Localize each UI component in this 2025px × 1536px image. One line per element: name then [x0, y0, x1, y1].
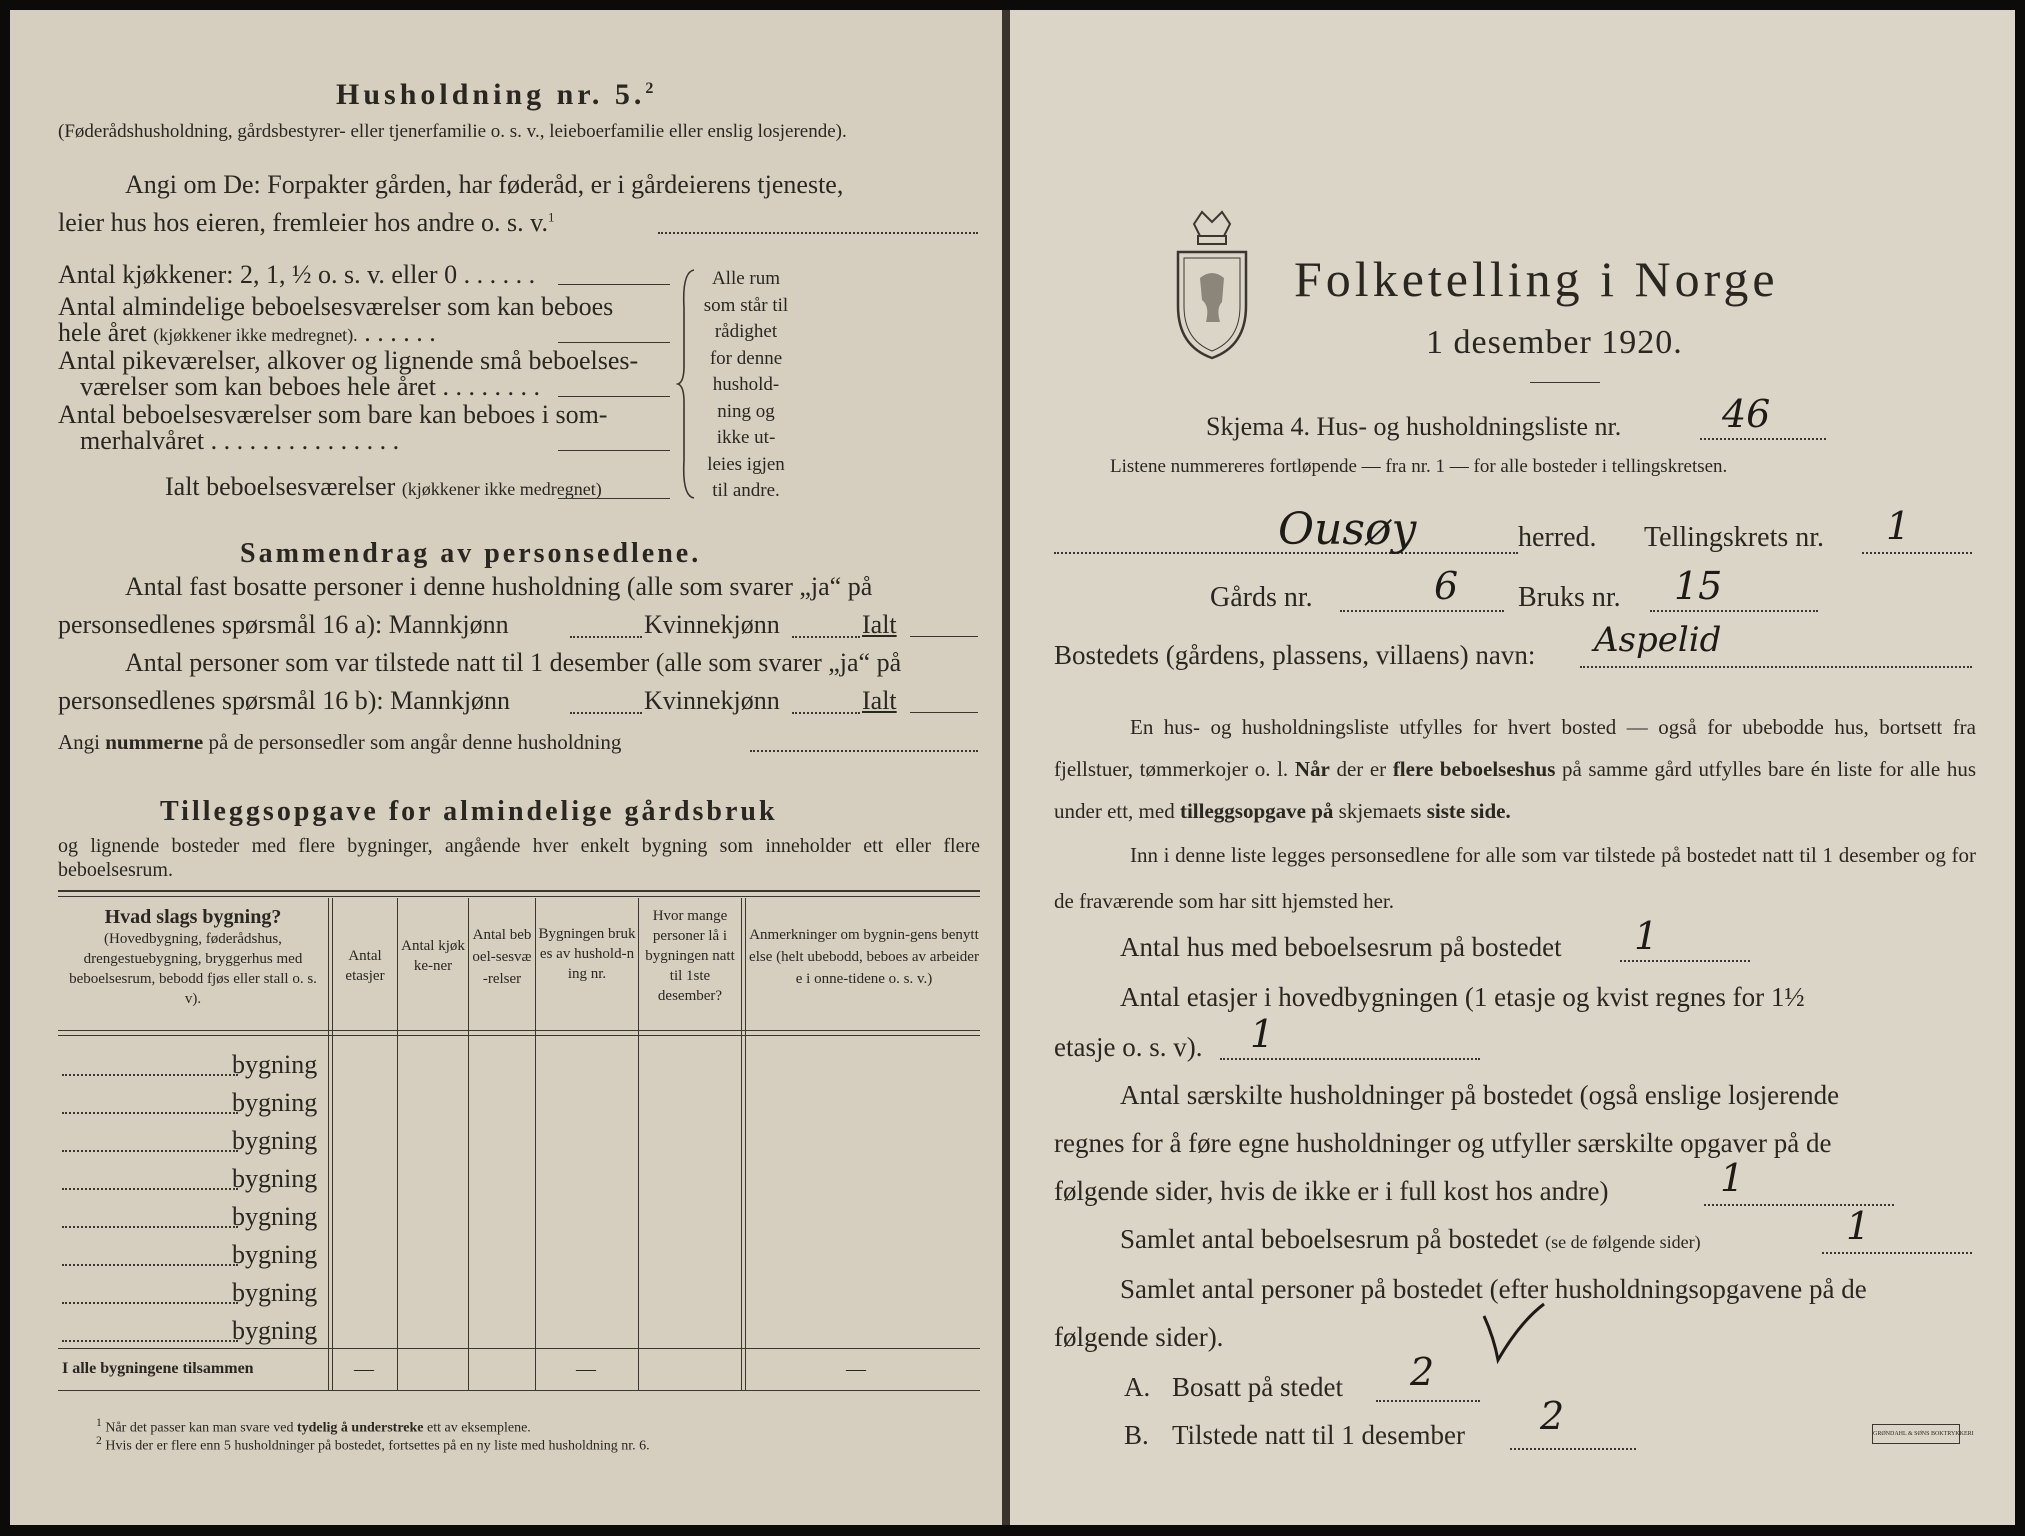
q-houses: Antal hus med beboelsesrum på bostedet	[1120, 932, 1562, 962]
gutter	[1002, 10, 1010, 1525]
total-row-label: I alle bygningene tilsammen	[62, 1360, 254, 1377]
b-total-label: Ialt	[862, 686, 897, 715]
bruks-value: 15	[1674, 564, 1723, 608]
summary-b-2: personsedlenes spørsmål 16 b): Mannkjønn	[58, 686, 511, 715]
rooms-summer-1: Antal beboelsesværelser som bare kan beboes i som-	[58, 400, 608, 429]
b-total-line[interactable]	[910, 712, 978, 713]
gards-label: Gårds nr.	[1210, 582, 1313, 613]
left-page	[10, 10, 1002, 1525]
q-persons-1: Samlet antal personer på bostedet (efter husholdningsopgavene på de	[1120, 1274, 1867, 1304]
footnote-1: $^1$ Når det passer kan man svare ved tydelig å understreke ett av eksemplene.	[96, 1416, 531, 1436]
instructions-1: En hus- og husholdningsliste utfylles for hvert bosted — også for ubebodde hus, bortsett fra fjellstuer, tømmerkojer o. l. Når der er flere beboelseshus på samme gård utfylles bare én liste for alle hus under ett, med tilleggsopgave på skjemaets siste side.	[1054, 715, 1977, 823]
a-male-line[interactable]	[570, 636, 642, 638]
col-divider	[468, 898, 469, 1390]
rooms-ordinary-1: Antal almindelige beboelsesværelser som kan beboes	[58, 292, 614, 321]
row-label: bygning	[232, 1316, 318, 1345]
q-rooms-line[interactable]	[1822, 1252, 1972, 1254]
right-page	[1010, 10, 2015, 1525]
title-rule	[1530, 382, 1600, 383]
a-female-label: Kvinnekjønn	[644, 610, 780, 639]
q-floors-value: 1	[1250, 1012, 1275, 1056]
col-divider	[332, 898, 333, 1390]
bosted-value: Aspelid	[1594, 620, 1722, 660]
angi-line-2: leier hus hos eieren, fremleier hos andre o. s. v.$^1$	[58, 208, 555, 237]
q-rooms: Samlet antal beboelsesrum på bostedet (se de følgende sider)	[1120, 1224, 1701, 1254]
q-households-1: Antal særskilte husholdninger på bostedet (også enslige losjerende	[1120, 1080, 1840, 1110]
col6-header: Hvor mange personer lå i bygningen natt til 1ste desember?	[645, 908, 735, 1004]
brace-icon	[676, 268, 698, 500]
col7-header: Anmerkninger om bygnin-gens benyttelse (helt ubebodd, beboes av arbeidere i onne-tidene o. s. v.)	[749, 927, 979, 987]
col3-header: Antal kjøkke-ner	[401, 938, 465, 974]
table-bottom-rule	[58, 1390, 980, 1391]
col2-header: Antal etasjer	[345, 948, 385, 984]
row-label: bygning	[232, 1240, 318, 1269]
col-divider	[741, 898, 742, 1390]
q-floors-1: Antal etasjer i hovedbygningen (1 etasje og kvist regnes for 1½	[1120, 982, 1805, 1012]
dash: —	[576, 1358, 596, 1380]
col-divider	[397, 898, 398, 1390]
krets-line[interactable]	[1862, 552, 1972, 554]
q-houses-line[interactable]	[1620, 960, 1750, 962]
q-floors-line[interactable]	[1220, 1058, 1480, 1060]
krets-value: 1	[1886, 504, 1911, 548]
table-top-rule-2	[58, 896, 980, 897]
q-a-value: 2	[1410, 1350, 1435, 1394]
table-header-rule	[58, 1030, 980, 1031]
table-top-rule	[58, 890, 980, 892]
summary-title: Sammendrag av personsedlene.	[240, 538, 702, 569]
bosted-line[interactable]	[1580, 666, 1972, 668]
numbers-answer-line[interactable]	[750, 750, 978, 752]
q-b-line[interactable]	[1510, 1448, 1636, 1450]
printer-stamp: GRØNDAHL & SØNS BOKTRYKKERI	[1872, 1424, 1960, 1444]
a-total-label: Ialt	[862, 610, 897, 639]
schema-label: Skjema 4. Hus- og husholdningsliste nr.	[1206, 412, 1622, 441]
form-date: 1 desember 1920.	[1426, 324, 1683, 361]
bruks-label: Bruks nr.	[1518, 582, 1621, 613]
q-a-line[interactable]	[1376, 1400, 1480, 1402]
herred-value: Ousøy	[1278, 504, 1417, 555]
herred-label: herred.	[1518, 522, 1597, 553]
col-divider	[745, 898, 746, 1390]
row-label: bygning	[232, 1164, 318, 1193]
summary-b-1: Antal personer som var tilstede natt til 1 desember (alle som svarer „ja“ på	[125, 648, 902, 677]
summary-a-1: Antal fast bosatte personer i denne husholdning (alle som svarer „ja“ på	[125, 572, 873, 601]
b-male-line[interactable]	[570, 712, 642, 714]
schema-nr-value: 46	[1722, 392, 1771, 436]
bosted-label: Bostedets (gårdens, plassens, villaens) navn:	[1054, 640, 1536, 670]
supplement-note: og lignende bosteder med flere bygninger, angående hver enkelt bygning som inneholder ett eller flere beboelsesrum.	[58, 835, 980, 881]
row-label: bygning	[232, 1126, 318, 1155]
household-note: (Føderådshusholdning, gårdsbestyrer- eller tjenerfamilie o. s. v., leieboerfamilie eller enslig losjerende).	[58, 121, 847, 142]
household-title: Husholdning nr. 5.$^2$	[336, 78, 658, 111]
q-houses-value: 1	[1634, 914, 1659, 958]
q-a: Bosatt på stedet	[1172, 1372, 1343, 1402]
q-b: Tilstede natt til 1 desember	[1172, 1420, 1465, 1450]
col4-header: Antal beboel-sesvæ-relser	[472, 927, 532, 987]
angi-answer-line[interactable]	[658, 232, 978, 234]
q-persons-2: følgende sider).	[1054, 1322, 1224, 1352]
dash: —	[354, 1358, 374, 1380]
col1-header: Hvad slags bygning? (Hovedbygning, føderådshus, drengestuebygning, bryggerhus med beboelsesrum, bebodd fjøs eller stall o. s. v).	[69, 906, 317, 1007]
q-households-value: 1	[1720, 1156, 1745, 1200]
rooms-summer-2: merhalvåret . . . . . . . . . . . . . . .	[80, 426, 400, 455]
col-divider	[638, 898, 639, 1390]
kitchens-answer-line[interactable]	[558, 284, 670, 285]
summer-answer-line[interactable]	[558, 450, 670, 451]
table-total-rule	[58, 1348, 980, 1349]
gards-value: 6	[1434, 564, 1459, 608]
col-divider	[328, 898, 329, 1390]
summary-a-2: personsedlenes spørsmål 16 a): Mannkjønn	[58, 610, 509, 639]
a-total-line[interactable]	[910, 636, 978, 637]
krets-label: Tellingskrets nr.	[1644, 522, 1825, 553]
coat-of-arms-icon	[1172, 206, 1252, 362]
row-label: bygning	[232, 1088, 318, 1117]
q-rooms-value: 1	[1846, 1204, 1871, 1248]
rooms-maids-2: værelser som kan beboes hele året . . . . . . . .	[80, 372, 540, 401]
gards-line[interactable]	[1340, 610, 1504, 612]
row-label: bygning	[232, 1050, 318, 1079]
b-female-label: Kvinnekjønn	[644, 686, 780, 715]
q-b-value: 2	[1540, 1394, 1565, 1438]
ordinary-answer-line[interactable]	[558, 342, 670, 343]
a-female-line[interactable]	[792, 636, 860, 638]
rooms-kitchens: Antal kjøkkener: 2, 1, ½ o. s. v. eller 0 . . . . . .	[58, 260, 536, 289]
bruks-line[interactable]	[1650, 610, 1818, 612]
q-floors-2: etasje o. s. v).	[1054, 1032, 1203, 1062]
q-households-2: regnes for å føre egne husholdninger og utfyller særskilte opgaver på de	[1054, 1128, 1832, 1158]
supplement-title: Tilleggsopgave for almindelige gårdsbruk	[160, 796, 778, 827]
row-label: bygning	[232, 1278, 318, 1307]
brace-note: Alle rum som står til rådighet for denne hushold- ning og ikke ut- leies igjen til andre.	[703, 268, 789, 501]
schema-nr-line[interactable]	[1700, 438, 1826, 440]
total-rooms-answer-line[interactable]	[558, 498, 670, 499]
col-divider	[535, 898, 536, 1390]
footnote-2: $^2$ Hvis der er flere enn 5 husholdninger på bostedet, fortsettes på en ny liste med husholdning nr. 6.	[96, 1434, 650, 1454]
rooms-ordinary-2: hele året (kjøkkener ikke medregnet). . . . . . .	[58, 318, 436, 347]
b-female-line[interactable]	[792, 712, 860, 714]
table-header-rule-2	[58, 1035, 980, 1036]
form-title: Folketelling i Norge	[1294, 251, 1779, 307]
rooms-total: Ialt beboelsesværelser (kjøkkener ikke medregnet)	[165, 472, 602, 501]
col5-header: Bygningen brukes av hushold-ning nr.	[538, 926, 636, 982]
q-a-label: A.	[1124, 1372, 1151, 1402]
q-b-label: B.	[1124, 1420, 1149, 1450]
maids-answer-line[interactable]	[558, 396, 670, 397]
check-mark-icon	[1480, 1300, 1550, 1370]
q-households-3: følgende sider, hvis de ikke er i full kost hos andre)	[1054, 1176, 1609, 1206]
dash: —	[846, 1358, 866, 1380]
rooms-maids-1: Antal pikeværelser, alkover og lignende små beboelses-	[58, 346, 639, 375]
numbers-line: Angi nummerne på de personsedler som angår denne husholdning	[58, 730, 622, 754]
numbering-note: Listene nummereres fortløpende — fra nr. 1 — for alle bosteder i tellingskretsen.	[1110, 456, 1728, 477]
row-label: bygning	[232, 1202, 318, 1231]
instructions-2: Inn i denne liste legges personsedlene for alle som var tilstede på bostedet natt til 1 desember og for de fraværende som har sitt hjemsted her.	[1054, 843, 1976, 913]
angi-line-1: Angi om De: Forpakter gården, har føderåd, er i gårdeierens tjeneste,	[125, 170, 844, 199]
